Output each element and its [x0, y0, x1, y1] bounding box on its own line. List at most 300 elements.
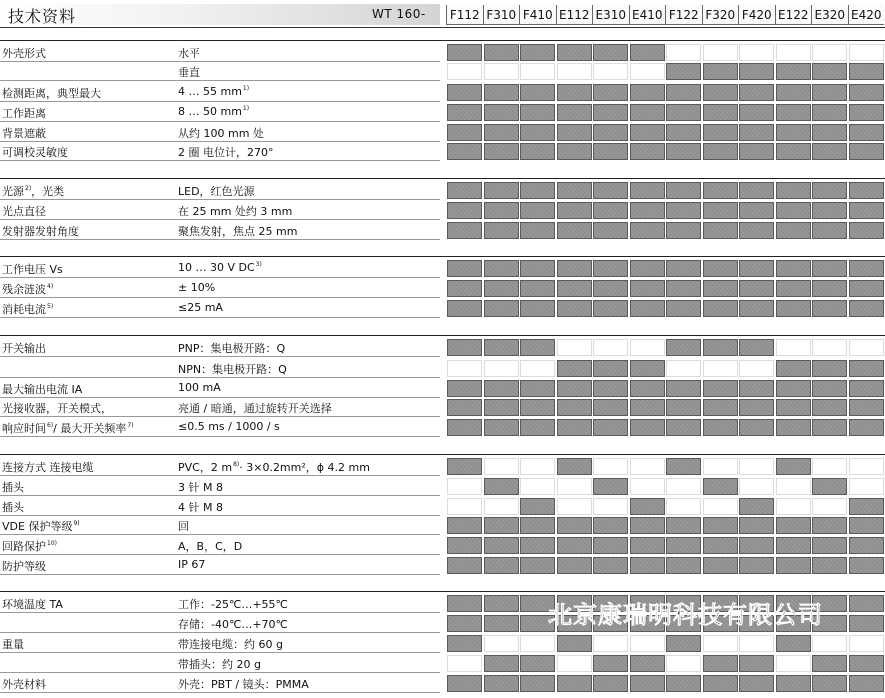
footnote-ref: 1) — [242, 105, 250, 112]
spec-value: 4 … 55 $mm^{1)}$ — [178, 85, 250, 98]
applicability-cell — [776, 360, 811, 377]
applicability-cell — [666, 635, 701, 652]
spec-value: IP 67 — [178, 558, 206, 571]
applicability-cell — [630, 635, 665, 652]
applicability-cell — [812, 380, 847, 397]
applicability-cell — [666, 143, 701, 160]
applicability-cell — [703, 222, 738, 239]
applicability-cell — [520, 419, 555, 436]
applicability-cell — [703, 360, 738, 377]
applicability-cell — [739, 300, 774, 317]
applicability-cell — [593, 182, 628, 199]
row-divider — [0, 239, 440, 240]
applicability-cell — [484, 635, 519, 652]
applicability-cell — [849, 84, 884, 101]
row-divider — [0, 121, 440, 122]
applicability-cell — [849, 202, 884, 219]
applicability-cell — [447, 517, 482, 534]
row-divider — [0, 377, 440, 378]
applicability-cell — [447, 84, 482, 101]
applicability-cell — [666, 339, 701, 356]
applicability-cell — [520, 635, 555, 652]
applicability-cell — [520, 478, 555, 495]
applicability-cell — [739, 458, 774, 475]
applicability-cell — [520, 104, 555, 121]
applicability-cell — [447, 595, 482, 612]
column-header-f410: F410 — [519, 5, 556, 25]
applicability-cell — [447, 635, 482, 652]
applicability-cell — [520, 339, 555, 356]
applicability-cell — [557, 339, 592, 356]
applicability-cell — [812, 360, 847, 377]
spec-value: ± 10% — [178, 281, 216, 294]
spec-label: 工作距离 — [2, 107, 46, 120]
applicability-cell — [812, 222, 847, 239]
applicability-cell — [593, 635, 628, 652]
applicability-cell — [849, 655, 884, 672]
column-header-e122: E122 — [775, 5, 812, 25]
applicability-cell — [739, 222, 774, 239]
applicability-cell — [447, 260, 482, 277]
applicability-cell — [520, 84, 555, 101]
applicability-cell — [666, 280, 701, 297]
applicability-cell — [812, 104, 847, 121]
applicability-cell — [630, 124, 665, 141]
row-divider — [0, 80, 440, 81]
applicability-cell — [557, 635, 592, 652]
applicability-cell — [630, 458, 665, 475]
spec-label: 插头 — [2, 481, 24, 494]
spec-label: 光源$^{2)}$，光类 — [2, 185, 65, 198]
applicability-cell — [520, 380, 555, 397]
spec-value: 水平 — [178, 47, 200, 60]
header-divider — [0, 27, 885, 28]
applicability-cell — [776, 517, 811, 534]
row-divider — [0, 554, 440, 555]
applicability-cell — [812, 124, 847, 141]
row-divider — [0, 61, 440, 62]
applicability-cell — [593, 202, 628, 219]
row-divider — [0, 672, 440, 673]
applicability-cell — [666, 655, 701, 672]
applicability-cell — [447, 280, 482, 297]
applicability-cell — [776, 143, 811, 160]
applicability-cell — [703, 478, 738, 495]
applicability-cell — [666, 260, 701, 277]
applicability-cell — [630, 202, 665, 219]
spec-label: 重量 — [2, 638, 24, 651]
applicability-cell — [484, 202, 519, 219]
spec-value: 3 针 M 8 — [178, 481, 223, 494]
row-divider — [0, 495, 440, 496]
applicability-cell — [812, 44, 847, 61]
applicability-cell — [520, 222, 555, 239]
applicability-cell — [484, 655, 519, 672]
applicability-cell — [776, 419, 811, 436]
spec-value: 2 圈 电位计，270° — [178, 146, 274, 159]
applicability-cell — [849, 260, 884, 277]
spec-value: 亮通 / 暗通，通过旋转开关选择 — [178, 402, 332, 415]
applicability-cell — [812, 63, 847, 80]
applicability-cell — [593, 399, 628, 416]
spec-label: 光接收器，开关模式， — [2, 402, 112, 415]
applicability-cell — [447, 300, 482, 317]
applicability-cell — [739, 44, 774, 61]
applicability-cell — [739, 675, 774, 692]
applicability-cell — [557, 557, 592, 574]
applicability-cell — [703, 498, 738, 515]
applicability-cell — [849, 360, 884, 377]
row-divider — [0, 277, 440, 278]
applicability-cell — [630, 63, 665, 80]
applicability-cell — [666, 84, 701, 101]
applicability-cell — [812, 517, 847, 534]
spec-label: 光点直径 — [2, 205, 46, 218]
applicability-cell — [666, 124, 701, 141]
applicability-cell — [520, 399, 555, 416]
applicability-cell — [484, 300, 519, 317]
spec-label: 发射器发射角度 — [2, 225, 79, 238]
applicability-cell — [447, 44, 482, 61]
applicability-cell — [630, 360, 665, 377]
row-divider — [0, 515, 440, 516]
spec-label: 开关输出 — [2, 342, 46, 355]
applicability-cell — [739, 419, 774, 436]
applicability-cell — [703, 280, 738, 297]
applicability-cell — [630, 280, 665, 297]
row-divider — [0, 475, 440, 476]
applicability-cell — [557, 517, 592, 534]
applicability-cell — [557, 478, 592, 495]
applicability-cell — [520, 124, 555, 141]
applicability-cell — [630, 537, 665, 554]
spec-value: 带连接电缆：约 60 g — [178, 638, 283, 651]
applicability-cell — [739, 478, 774, 495]
applicability-cell — [812, 182, 847, 199]
applicability-cell — [557, 380, 592, 397]
applicability-cell — [557, 63, 592, 80]
applicability-cell — [593, 339, 628, 356]
column-header-f310: F310 — [483, 5, 520, 25]
applicability-cell — [557, 202, 592, 219]
applicability-cell — [776, 182, 811, 199]
applicability-cell — [484, 143, 519, 160]
applicability-cell — [557, 300, 592, 317]
applicability-cell — [849, 380, 884, 397]
spec-value: A，B，C，D — [178, 540, 243, 553]
applicability-cell — [849, 557, 884, 574]
applicability-cell — [666, 202, 701, 219]
applicability-cell — [703, 380, 738, 397]
row-divider — [0, 199, 440, 200]
applicability-cell — [557, 498, 592, 515]
watermark: 北京康瑞明科技有限公司 — [548, 601, 823, 629]
applicability-cell — [520, 202, 555, 219]
applicability-cell — [630, 498, 665, 515]
applicability-cell — [703, 399, 738, 416]
applicability-cell — [484, 458, 519, 475]
applicability-cell — [520, 280, 555, 297]
applicability-cell — [593, 260, 628, 277]
footnote-ref: 1) — [242, 85, 250, 92]
applicability-cell — [703, 124, 738, 141]
applicability-cell — [812, 458, 847, 475]
applicability-cell — [447, 537, 482, 554]
applicability-cell — [776, 557, 811, 574]
applicability-cell — [484, 537, 519, 554]
applicability-cell — [849, 458, 884, 475]
applicability-cell — [520, 143, 555, 160]
applicability-cell — [739, 360, 774, 377]
applicability-cell — [630, 260, 665, 277]
applicability-cell — [849, 104, 884, 121]
applicability-cell — [703, 419, 738, 436]
applicability-cell — [484, 557, 519, 574]
group-divider — [0, 40, 885, 41]
spec-value: 10 … 30 V DC$^{3)}$ — [178, 261, 262, 274]
applicability-cell — [557, 143, 592, 160]
applicability-cell — [739, 260, 774, 277]
footnote-ref: 2) — [25, 185, 32, 192]
applicability-cell — [557, 655, 592, 672]
applicability-cell — [557, 675, 592, 692]
applicability-cell — [484, 380, 519, 397]
row-divider — [0, 574, 440, 575]
applicability-cell — [812, 635, 847, 652]
applicability-cell — [849, 182, 884, 199]
column-header-f112: F112 — [446, 5, 483, 25]
spec-value: 在 25 mm 处约 3 mm — [178, 205, 293, 218]
row-divider — [0, 101, 440, 102]
applicability-cell — [484, 517, 519, 534]
spec-value: 外壳：PBT / 镜头：PMMA — [178, 678, 309, 691]
row-divider — [0, 219, 440, 220]
applicability-cell — [849, 517, 884, 534]
applicability-cell — [703, 104, 738, 121]
applicability-cell — [776, 280, 811, 297]
applicability-cell — [593, 280, 628, 297]
spec-label: 残余涟波$^{4)}$ — [2, 283, 54, 296]
spec-label: 连接方式 连接电缆 — [2, 461, 94, 474]
group-divider — [0, 591, 885, 592]
applicability-cell — [447, 655, 482, 672]
applicability-cell — [593, 360, 628, 377]
applicability-cell — [703, 182, 738, 199]
group-divider — [0, 335, 885, 336]
applicability-cell — [630, 104, 665, 121]
applicability-cell — [776, 537, 811, 554]
row-divider — [0, 356, 440, 357]
applicability-cell — [703, 84, 738, 101]
applicability-cell — [447, 419, 482, 436]
applicability-cell — [593, 675, 628, 692]
applicability-cell — [484, 260, 519, 277]
applicability-cell — [849, 399, 884, 416]
applicability-cell — [593, 143, 628, 160]
applicability-cell — [812, 478, 847, 495]
spec-label: 最大输出电流 IA — [2, 383, 83, 396]
applicability-cell — [849, 498, 884, 515]
applicability-cell — [520, 675, 555, 692]
spec-value: 垂直 — [178, 66, 200, 79]
applicability-cell — [666, 222, 701, 239]
spec-value: 带插头：约 20 g — [178, 658, 261, 671]
applicability-cell — [520, 517, 555, 534]
applicability-cell — [484, 399, 519, 416]
applicability-cell — [593, 498, 628, 515]
applicability-cell — [776, 222, 811, 239]
applicability-cell — [630, 44, 665, 61]
applicability-cell — [776, 458, 811, 475]
applicability-cell — [447, 182, 482, 199]
applicability-cell — [557, 260, 592, 277]
applicability-cell — [520, 44, 555, 61]
applicability-cell — [812, 557, 847, 574]
spec-value: 8 … 50 $mm^{1)}$ — [178, 105, 250, 118]
applicability-cell — [447, 557, 482, 574]
applicability-cell — [812, 280, 847, 297]
applicability-cell — [703, 537, 738, 554]
applicability-cell — [447, 498, 482, 515]
applicability-cell — [630, 557, 665, 574]
applicability-cell — [593, 44, 628, 61]
applicability-cell — [666, 537, 701, 554]
applicability-cell — [630, 222, 665, 239]
applicability-cell — [849, 419, 884, 436]
applicability-cell — [593, 517, 628, 534]
applicability-cell — [776, 300, 811, 317]
applicability-cell — [630, 517, 665, 534]
applicability-cell — [520, 537, 555, 554]
spec-label: 外壳形式 — [2, 47, 46, 60]
applicability-cell — [484, 63, 519, 80]
applicability-cell — [849, 63, 884, 80]
applicability-cell — [630, 339, 665, 356]
applicability-cell — [776, 260, 811, 277]
applicability-cell — [812, 202, 847, 219]
applicability-cell — [520, 655, 555, 672]
spec-label: 外壳材料 — [2, 678, 46, 691]
applicability-cell — [447, 380, 482, 397]
applicability-cell — [484, 478, 519, 495]
applicability-cell — [849, 635, 884, 652]
applicability-cell — [776, 399, 811, 416]
applicability-cell — [776, 635, 811, 652]
applicability-cell — [739, 635, 774, 652]
applicability-cell — [447, 124, 482, 141]
applicability-cell — [593, 300, 628, 317]
applicability-cell — [776, 63, 811, 80]
applicability-cell — [776, 104, 811, 121]
spec-value: 聚焦发射，焦点 25 mm — [178, 225, 298, 238]
applicability-cell — [557, 458, 592, 475]
applicability-cell — [666, 63, 701, 80]
group-divider — [0, 256, 885, 257]
spec-value: 从约 100 mm 处 — [178, 127, 264, 140]
applicability-cell — [849, 280, 884, 297]
applicability-cell — [630, 419, 665, 436]
applicability-cell — [776, 655, 811, 672]
column-header-f320: F320 — [702, 5, 739, 25]
column-header-e410: E410 — [629, 5, 666, 25]
applicability-cell — [520, 360, 555, 377]
applicability-cell — [849, 537, 884, 554]
applicability-cell — [703, 202, 738, 219]
applicability-cell — [739, 182, 774, 199]
applicability-cell — [849, 675, 884, 692]
applicability-cell — [739, 104, 774, 121]
footnote-ref: 4) — [47, 283, 54, 290]
applicability-cell — [484, 104, 519, 121]
applicability-cell — [593, 478, 628, 495]
applicability-cell — [557, 84, 592, 101]
applicability-cell — [849, 339, 884, 356]
applicability-cell — [739, 84, 774, 101]
applicability-cell — [520, 498, 555, 515]
spec-label: 消耗电流$^{5)}$ — [2, 303, 54, 316]
applicability-cell — [849, 478, 884, 495]
applicability-cell — [484, 595, 519, 612]
applicability-cell — [666, 517, 701, 534]
applicability-cell — [776, 478, 811, 495]
footnote-ref: 9) — [73, 520, 80, 527]
column-header-e420: E420 — [848, 5, 885, 25]
footnote-ref: 3) — [255, 261, 262, 268]
applicability-cell — [849, 615, 884, 632]
footnote-ref: 8) — [233, 461, 240, 468]
applicability-cell — [739, 280, 774, 297]
applicability-cell — [849, 222, 884, 239]
applicability-cell — [447, 143, 482, 160]
spec-value: PNP：集电极开路：Q — [178, 342, 286, 355]
applicability-cell — [703, 143, 738, 160]
applicability-cell — [776, 124, 811, 141]
applicability-cell — [447, 202, 482, 219]
applicability-cell — [739, 380, 774, 397]
spec-value: 4 针 M 8 — [178, 501, 223, 514]
applicability-cell — [447, 458, 482, 475]
applicability-cell — [703, 300, 738, 317]
applicability-cell — [666, 300, 701, 317]
applicability-cell — [812, 339, 847, 356]
column-header-e112: E112 — [556, 5, 593, 25]
applicability-cell — [630, 143, 665, 160]
applicability-cell — [630, 182, 665, 199]
applicability-cell — [447, 104, 482, 121]
applicability-cell — [666, 419, 701, 436]
applicability-cell — [484, 182, 519, 199]
applicability-cell — [447, 360, 482, 377]
applicability-cell — [812, 419, 847, 436]
applicability-cell — [557, 182, 592, 199]
applicability-cell — [484, 498, 519, 515]
applicability-cell — [812, 300, 847, 317]
applicability-cell — [520, 260, 555, 277]
applicability-cell — [739, 124, 774, 141]
applicability-cell — [666, 675, 701, 692]
applicability-cell — [447, 339, 482, 356]
applicability-cell — [703, 517, 738, 534]
column-header-f122: F122 — [665, 5, 702, 25]
applicability-cell — [849, 143, 884, 160]
applicability-cell — [447, 63, 482, 80]
applicability-cell — [666, 182, 701, 199]
applicability-cell — [812, 260, 847, 277]
spec-label: 环境温度 TA — [2, 598, 63, 611]
footnote-ref: 5) — [47, 303, 54, 310]
applicability-cell — [557, 419, 592, 436]
applicability-cell — [447, 675, 482, 692]
